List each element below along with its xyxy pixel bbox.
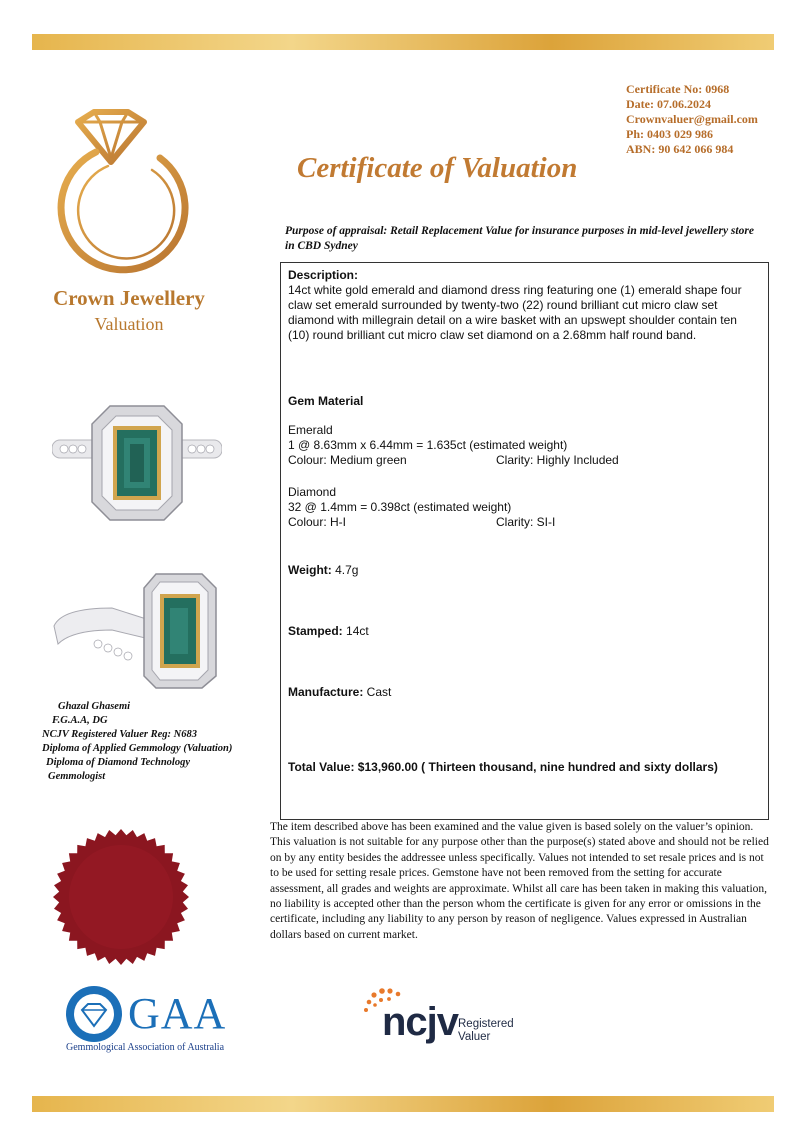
valuer-credentials: F.G.A.A, DG xyxy=(52,715,108,726)
emerald-clarity: Clarity: Highly Included xyxy=(496,453,619,467)
valuer-signature-block xyxy=(32,700,232,784)
ncjv-registered: Registered xyxy=(458,1018,514,1030)
manufacture-value: Cast xyxy=(363,685,392,699)
valuer-diploma-diamond: Diploma of Diamond Technology xyxy=(46,757,190,768)
gem-material-label: Gem Material xyxy=(288,394,364,408)
weight-label: Weight: xyxy=(288,563,332,577)
certificate-info xyxy=(626,82,758,157)
manufacture-label: Manufacture: xyxy=(288,685,364,699)
gaa-logo-text: GAA xyxy=(128,989,227,1038)
purpose-of-appraisal: Purpose of appraisal: Retail Replacement Value for insurance purposes in mid-level jewellery store in CBD Sydney xyxy=(285,225,754,252)
crown-ring-logo-icon xyxy=(48,108,208,283)
disclaimer-text: The item described above has been examined and the value given is based solely on the valuer’s opinion. This valuation is not suitable for any purpose other than the purpose(s) stated above and should not be relied on by any entity besides the addressee unless specifically. Values not intended to set resale prices and is not to be used for setting resale prices. Gemstone have not been removed from the setting for accurate assessment, all grades and weights are approximate. Whilst all care has been taken in making this valuation, no liability is accepted other than the person whom the certificate is given for any error or omissions in the certificate, including any liability to any person by reason of negligence. Values expressed in Australian dollars based on current market. xyxy=(270,821,769,941)
certificate-email: Crownvaluer@gmail.com xyxy=(626,112,758,126)
stamped-label: Stamped: xyxy=(288,624,343,638)
ring-top-view-image xyxy=(52,404,222,529)
brand-subtitle: Valuation xyxy=(94,314,164,334)
description-label: Description: xyxy=(288,268,359,282)
emerald-section xyxy=(288,423,760,468)
diamond-measure: 32 @ 1.4mm = 0.398ct (estimated weight) xyxy=(288,500,512,514)
emerald-name: Emerald xyxy=(288,423,333,437)
ncjv-registered-valuer xyxy=(458,1018,514,1044)
certificate-abn: ABN: 90 642 066 984 xyxy=(626,142,734,156)
emerald-colour: Colour: Medium green xyxy=(288,453,407,467)
diamond-clarity: Clarity: SI-I xyxy=(496,515,556,529)
valuer-name: Ghazal Ghasemi xyxy=(58,701,131,712)
ncjv-valuer: Valuer xyxy=(458,1031,491,1043)
ring-side-view-image xyxy=(52,568,222,693)
ncjv-logo-text: ncjv xyxy=(382,1000,459,1044)
valuer-registration: NCJV Registered Valuer Reg: N683 xyxy=(42,729,197,740)
valuer-diploma-gemmology: Diploma of Applied Gemmology (Valuation) xyxy=(42,743,233,754)
top-gold-band xyxy=(32,34,774,50)
bottom-gold-band xyxy=(32,1096,774,1112)
stamped-row xyxy=(288,624,760,639)
diamond-colour: Colour: H-I xyxy=(288,515,347,529)
description-text: 14ct white gold emerald and diamond dress ring featuring one (1) emerald shape four claw set emerald surrounded by twenty-two (22) round brilliant cut micro claw set diamond with millegrain detail on a wire basket with an upswept shoulder contain ten (10) round brilliant cut micro claw set diamond on a 2.68mm half round band. xyxy=(288,283,742,342)
diamond-section xyxy=(288,485,760,530)
manufacture-row xyxy=(288,685,760,700)
total-value: Total Value: $13,960.00 ( Thirteen thousand, nine hundred and sixty dollars) xyxy=(288,760,718,774)
description-section xyxy=(288,268,760,343)
certificate-phone: Ph: 0403 029 986 xyxy=(626,127,713,141)
weight-row xyxy=(288,563,760,578)
brand-name: Crown Jewellery xyxy=(53,286,205,310)
emerald-measure: 1 @ 8.63mm x 6.44mm = 1.635ct (estimated weight) xyxy=(288,438,568,452)
page-title: Certificate of Valuation xyxy=(297,152,578,184)
stamped-value: 14ct xyxy=(342,624,369,638)
gaa-emblem-icon xyxy=(64,984,124,1044)
diamond-name: Diamond xyxy=(288,485,337,499)
gaa-full-name: Gemmological Association of Australia xyxy=(66,1042,225,1053)
certificate-date: Date: 07.06.2024 xyxy=(626,97,711,111)
valuation-details-box xyxy=(280,262,769,820)
certificate-number: Certificate No: 0968 xyxy=(626,82,730,96)
red-wax-seal-icon xyxy=(52,828,190,966)
valuer-role: Gemmologist xyxy=(48,771,106,782)
weight-value: 4.7g xyxy=(331,563,359,577)
